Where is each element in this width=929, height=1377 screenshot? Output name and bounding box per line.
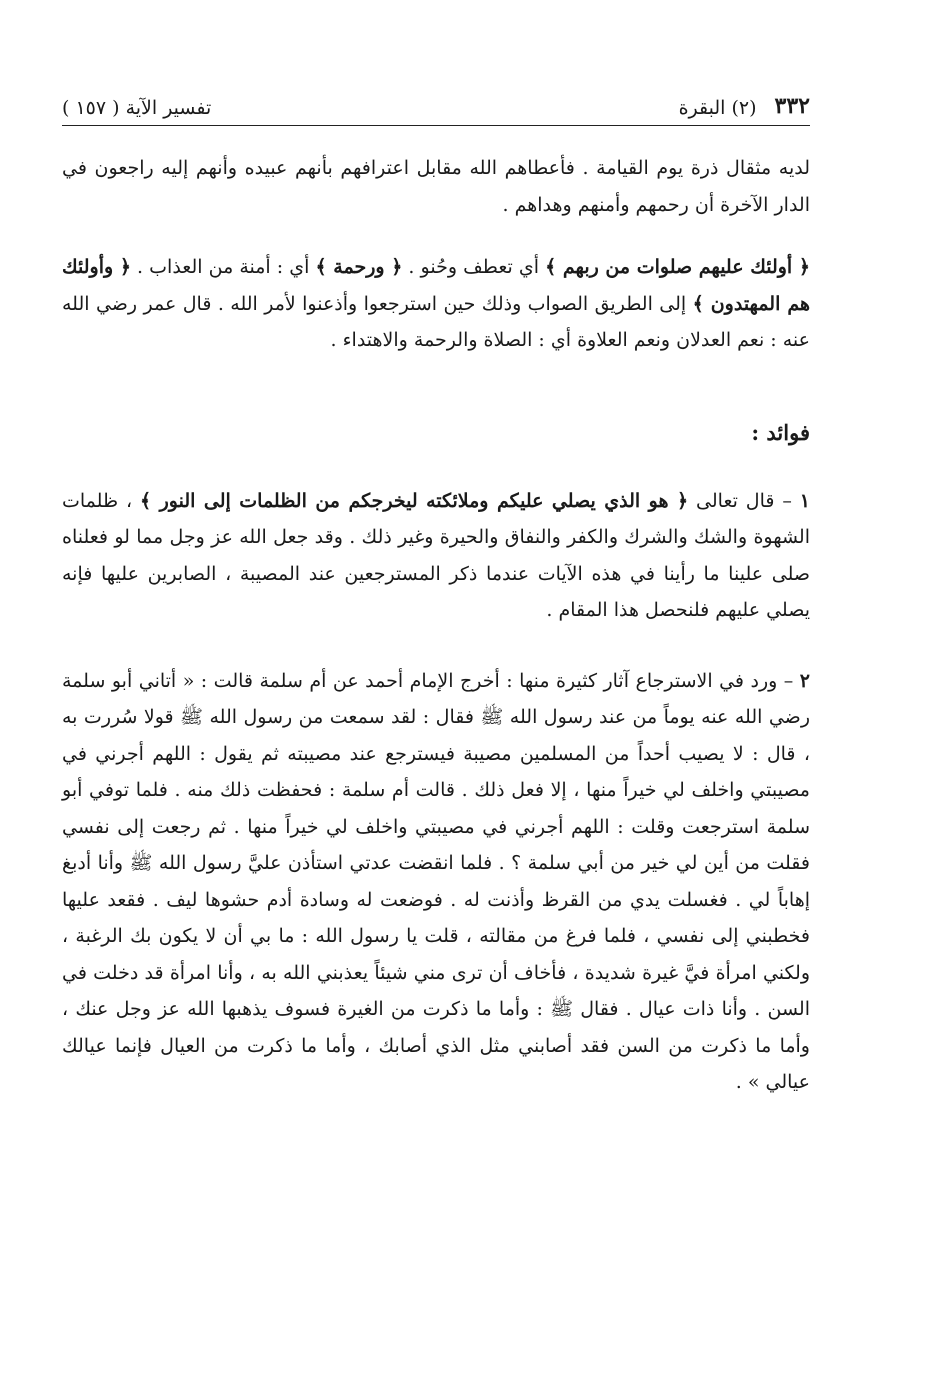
commentary-3: إلى الطريق الصواب وذلك حين استرجعوا وأذعنوا لأمر الله . قال عمر رضي الله عنه : نعم العدلان ونعم العلاوة أي : الصلاة والرحمة والاهتداء .	[62, 292, 810, 351]
benefit-point-2	[62, 663, 810, 1101]
section-label: تفسير الآية ( ١٥٧ )	[62, 97, 212, 119]
page-body	[62, 150, 810, 1101]
running-header	[62, 86, 810, 126]
commentary-1: أي تعطف وحُنو .	[402, 256, 546, 278]
header-right-group	[679, 93, 810, 119]
verse-quote-1: ﴿ أولئك عليهم صلوات من ربهم ﴾	[545, 256, 810, 278]
paragraph-2	[62, 249, 810, 359]
benefits-heading: فوائد :	[751, 419, 810, 445]
paragraph-1: لديه مثقال ذرة يوم القيامة . فأعطاهم الله مقابل اعترافهم بأنهم عبيده وأنهم إليه راجعون في الدار الآخرة أن رحمهم وأمنهم وهداهم .	[62, 157, 810, 216]
point-1-lead: – قال تعالى	[688, 489, 800, 512]
page-number: ٣٣٢	[774, 93, 810, 119]
point-number-1: ١	[799, 489, 811, 512]
verse-quote-2: ﴿ ورحمة ﴾	[315, 256, 403, 278]
commentary-2: أي : أمنة من العذاب .	[130, 256, 316, 278]
benefit-point-1	[62, 483, 810, 629]
point-1-text: ، ظلمات الشهوة والشك والشرك والكفر والنفاق والحيرة وغير ذلك . وقد جعل الله عز وجل مما لو فعلناه صلى علينا ما رأينا في هذه الآيات عندما ذكر المسترجعين عند المصيبة ، الصابرين عليها فإنه يصلي عليهم فلنحصل هذا المقام .	[62, 489, 810, 621]
verse-quote-3: ﴿ وأولئك هم المهتدون ﴾	[62, 256, 811, 315]
point-number-2: ٢	[799, 669, 810, 692]
point-2-text: – ورد في الاسترجاع آثار كثيرة منها : أخرج الإمام أحمد عن أم سلمة قالت : « أتاني أبو سلمة رضي الله عنه يوماً من عند رسول الله ﷺ فقال : لقد سمعت من رسول الله ﷺ قولا سُررت به ، قال : لا يصيب أحداً من المسلمين مصيبة فيسترجع عند مصيبته ثم يقول : اللهم أجرني في مصيبتي واخلف لي خيراً منها ، إلا فعل ذلك . قالت أم سلمة : فحفظت ذلك منه . فلما توفي أبو سلمة استرجعت وقلت : اللهم أجرني في مصيبتي واخلف لي خيراً منها . ثم رجعت إلى نفسي فقلت من أين لي خير من أبي سلمة ؟ . فلما انقضت عدتي استأذن عليَّ رسول الله ﷺ وأنا أدبغ إهاباً لي . فغسلت يدي من القرظ وأذنت له . فوضعت له وسادة أدم حشوها ليف . فقعد عليها فخطبني إلى نفسي ، فلما فرغ من مقالته ، قلت يا رسول الله : ما بي أن لا يكون بك الرغبة ، ولكني امرأة فيَّ غيرة شديدة ، فأخاف أن ترى مني شيئاً يعذبني الله به ، وأنا امرأة قد دخلت في السن . وأنا ذات عيال . فقال ﷺ : وأما ما ذكرت من الغيرة فسوف يذهبها الله عز وجل عنك ، وأما ما ذكرت من السن فقد أصابني مثل الذي أصابك ، وأما ما ذكرت من العيال فإنما عيالك عيالي » .	[62, 669, 810, 1093]
surah-label: (٢) البقرة	[678, 97, 757, 119]
point-1-verse: ﴿ هو الذي يصلي عليكم وملائكته ليخرجكم من الظلمات إلى النور ﴾	[140, 489, 689, 512]
